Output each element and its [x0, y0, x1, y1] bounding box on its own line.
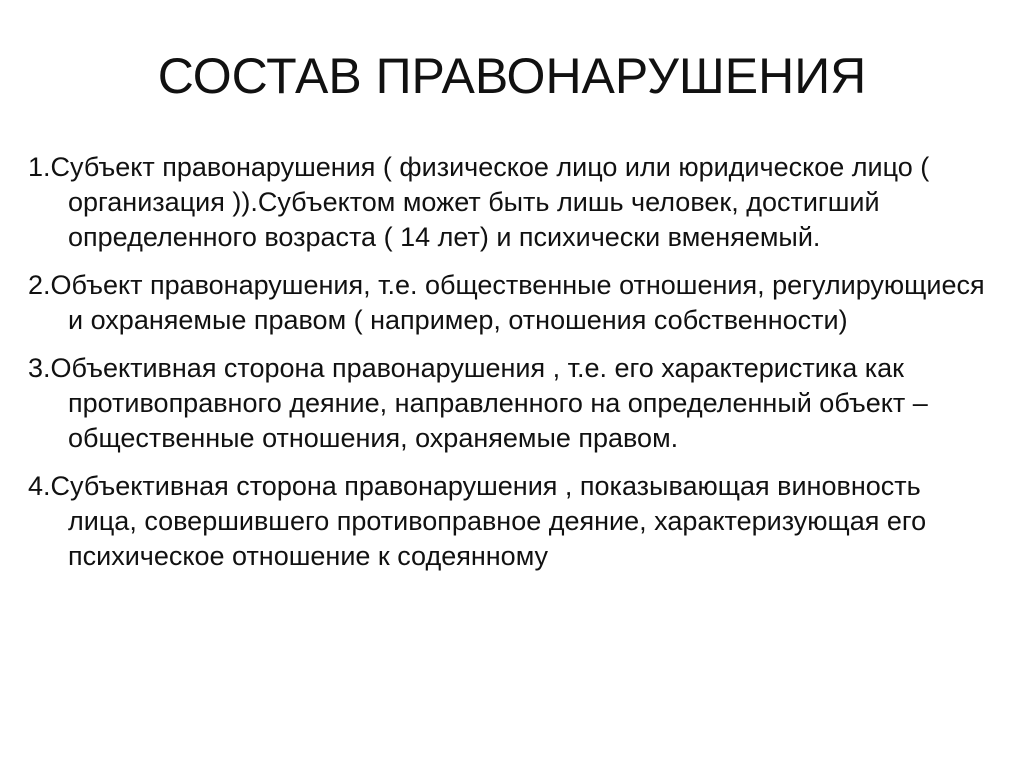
slide-body-list — [28, 150, 988, 587]
list-item-objective-side: 3.Объективная сторона правонарушения , т.е. его характеристика как противоправного деяние, направленного на определенный объект –общественные отношения, охраняемые правом. — [28, 353, 928, 453]
slide-title: СОСТАВ ПРАВОНАРУШЕНИЯ — [157, 48, 867, 104]
list-item-subjective-side: 4.Субъективная сторона правонарушения , показывающая виновность лица, совершившего противоправное деяние, характеризующая его психическое отношение к содеянному — [28, 471, 927, 571]
list-item-subject: 1.Субъект правонарушения ( физическое лицо или юридическое лицо ( организация )).Субъектом может быть лишь человек, достигший определенного возраста ( 14 лет) и психически вменяемый. — [28, 152, 930, 252]
list-item-object: 2.Объект правонарушения, т.е. общественные отношения, регулирующиеся и охраняемые правом ( например, отношения собственности) — [28, 270, 985, 335]
